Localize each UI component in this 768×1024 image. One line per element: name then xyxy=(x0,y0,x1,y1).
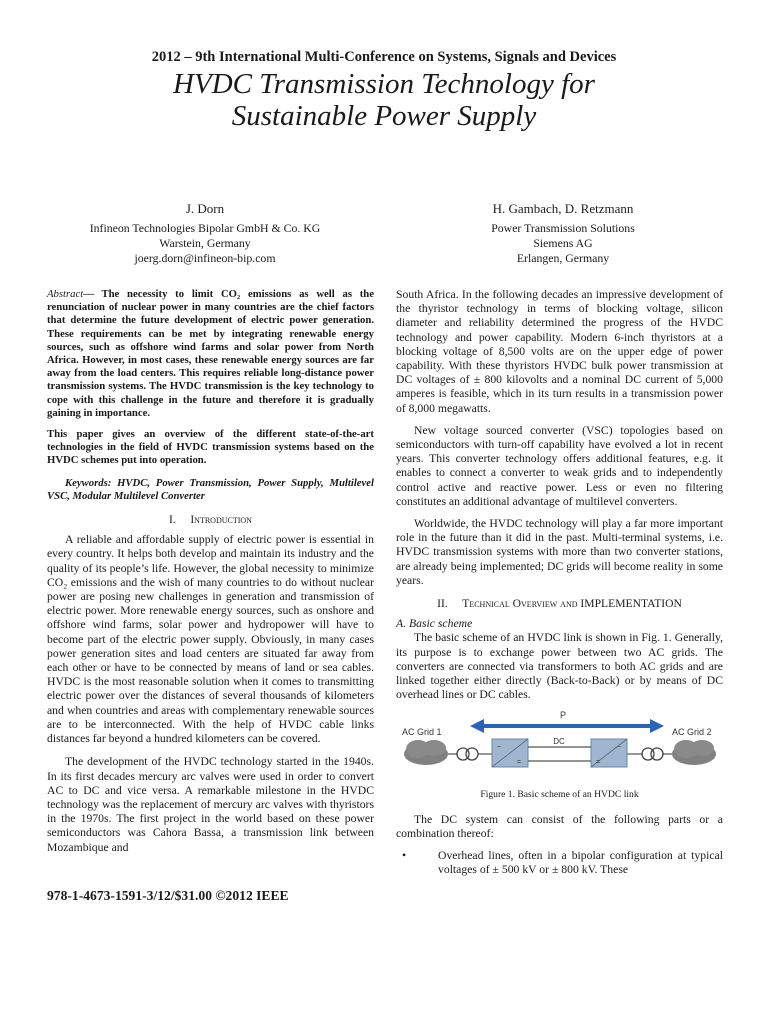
right-paragraph-5: The DC system can consist of the following parts or a combination thereof: xyxy=(396,812,723,840)
svg-text:=: = xyxy=(596,759,601,767)
abstract xyxy=(47,288,374,420)
figure-1 xyxy=(396,708,723,786)
right-paragraph-2: New voltage sourced converter (VSC) topologies based on semiconductors with turn-off capability have evolved a lot in recent years. This converter technology offers additional features, e.g. it enables to connect a converter to weak grids and to independently control active and reactive power. Less or even no filtering constitutes an additional advantage of multilevel converters. xyxy=(396,423,723,508)
affiliation-line: Power Transmission Solutions xyxy=(491,221,635,235)
bullet-symbol: • xyxy=(402,849,407,863)
affiliation-line: Siemens AG xyxy=(533,236,593,250)
label-p: P xyxy=(559,710,567,721)
section-number: I. xyxy=(169,513,176,527)
author-name: J. Dorn xyxy=(185,201,225,216)
left-column xyxy=(47,288,374,855)
right-column xyxy=(396,288,723,878)
svg-text:~: ~ xyxy=(617,744,622,752)
right-paragraph-1: South Africa. In the following decades an impressive development of the thyristor technology in terms of blocking voltage, silicon diameter and reliability determined the progress of the HVDC technology and power capability. Modern 6-inch thyristors at a blocking voltage of 8,500 volts are on the upper edge of power capability. With these thyristors HVDC bulk power transmission at DC voltages of ± 800 kilovolts and a nominal DC current of 5,000 amperes is feasible, which in its turn results in a transmission power of 8,000 megawatts. xyxy=(396,288,723,415)
converter-2-icon xyxy=(591,739,627,767)
affiliation-line: Erlangen, Germany xyxy=(516,251,610,265)
svg-text:=: = xyxy=(517,759,522,767)
intro-paragraph-2: The development of the HVDC technology started in the 1940s. In its first decades mercury arc valves were used in order to convert AC to DC and vice versa. A remarkable milestone in the HVDC technology was the replacement of mercury arc valves with thyristors in the 1970s. The first project in the world based on these power semiconductors was Cahora Bassa, a transmission link between Mozambique and xyxy=(47,755,374,854)
paper-title xyxy=(0,68,768,132)
right-paragraph-3: Worldwide, the HVDC technology will play a far more important role in the future than it did in the past. Multi-terminal systems, i.e. HVDC transmission systems with more than two converter stations, are already being implemented; DC grids will become reality in some years. xyxy=(396,517,723,587)
ac-grid-2-cloud xyxy=(672,740,716,765)
label-ac-grid-1: AC Grid 1 xyxy=(402,727,442,738)
author-email: joerg.dorn@infineon-bip.com xyxy=(134,251,276,265)
converter-1-icon xyxy=(492,739,528,767)
dc-link xyxy=(528,747,591,761)
section-title: Introduction xyxy=(190,513,252,527)
transformer-1-icon xyxy=(457,748,478,760)
title-line-2: Sustainable Power Supply xyxy=(231,100,537,132)
section-title: Technical Overview and xyxy=(462,597,578,611)
title-line-1: HVDC Transmission Technology for xyxy=(173,68,595,100)
intro-paragraph-1: A reliable and affordable supply of electric power is essential in every country. It helps both develop and maintain its industry and the quality of its people’s life. However, the global necessity to minimize CO₂ emissions and the wish of many countries to do without nuclear power are posing new challenges in generation and transmission of electric power. More renewable energy sources, such as onshore and offshore wind farms, solar power and hydropower will have to become part of the electric power supply. Obviously, in many cases power generation sites and load centers are situated far away from each other or have to be connected by means of land or sea cables. HVDC is the most reasonable solution when it comes to transmitting electric power over the distances of several thousands of kilometers and when countries and areas with complementary renewable sources are to be interconnected. With the help of HVDC cable links distances far beyond a hundred kilometers can be covered. xyxy=(47,533,374,746)
author-name: H. Gambach, D. Retzmann xyxy=(492,201,634,216)
affiliation-line: Warstein, Germany xyxy=(159,236,251,250)
abstract-label: Abstract xyxy=(47,288,84,300)
abstract-text: The necessity to limit CO₂ emissions as well as the renunciation of nuclear power in many countries are the chief factors that determine the future development of electric power generation. These requirements can be met by integrating renewable energy sources, such as offshore wind farms and solar power from North Africa. However, in most cases, these renewable energy sources are far away from the load centers. This requires reliable long-distance power transmission systems. The HVDC transmission is the key technology to cope with this challenge in the future and therefore it is gradually gaining in importance. xyxy=(47,288,374,419)
power-flow-arrow xyxy=(470,719,664,733)
label-dc: DC xyxy=(553,737,565,747)
abstract-separator: — xyxy=(83,288,94,300)
subsection-heading: A. Basic scheme xyxy=(396,617,473,631)
hvdc-scheme-diagram xyxy=(396,708,723,786)
keywords: Keywords: HVDC, Power Transmission, Power Supply, Multilevel VSC, Modular Multilevel Converter xyxy=(47,476,374,502)
transformer-2-icon xyxy=(642,748,663,760)
section-heading-technical-overview xyxy=(396,597,723,611)
right-paragraph-4: The basic scheme of an HVDC link is shown in Fig. 1. Generally, its purpose is to exchange power between two AC grids. The converters are connected via transformers to both AC grids and are linked together either directly (Back-to-Back) or by means of DC overhead lines or DC cables. xyxy=(396,631,723,702)
abstract-text-2: This paper gives an overview of the different state-of-the-art technologies in the field of HVDC transmission systems based on the HVDC schemes put into operation. xyxy=(47,428,374,467)
section-heading-introduction xyxy=(47,513,374,527)
affiliation-line: Infineon Technologies Bipolar GmbH & Co. KG xyxy=(89,221,321,235)
conference-header: 2012 – 9th International Multi-Conference on Systems, Signals and Devices xyxy=(151,49,617,65)
svg-text:~: ~ xyxy=(497,744,502,752)
ac-grid-1-cloud xyxy=(404,740,448,765)
footer-copyright: 978-1-4673-1591-3/12/$31.00 ©2012 IEEE xyxy=(47,888,289,903)
author-block-2 xyxy=(398,201,728,266)
figure-caption: Figure 1. Basic scheme of an HVDC link xyxy=(480,789,639,801)
section-number: II. xyxy=(437,597,448,611)
label-ac-grid-2: AC Grid 2 xyxy=(672,727,712,738)
author-block-1 xyxy=(40,201,370,266)
list-item xyxy=(396,849,723,877)
section-title-b: IMPLEMENTATION xyxy=(580,597,682,611)
bullet-text: Overhead lines, often in a bipolar configuration at typical voltages of ± 500 kV or ± 800 kV. These xyxy=(438,849,723,877)
